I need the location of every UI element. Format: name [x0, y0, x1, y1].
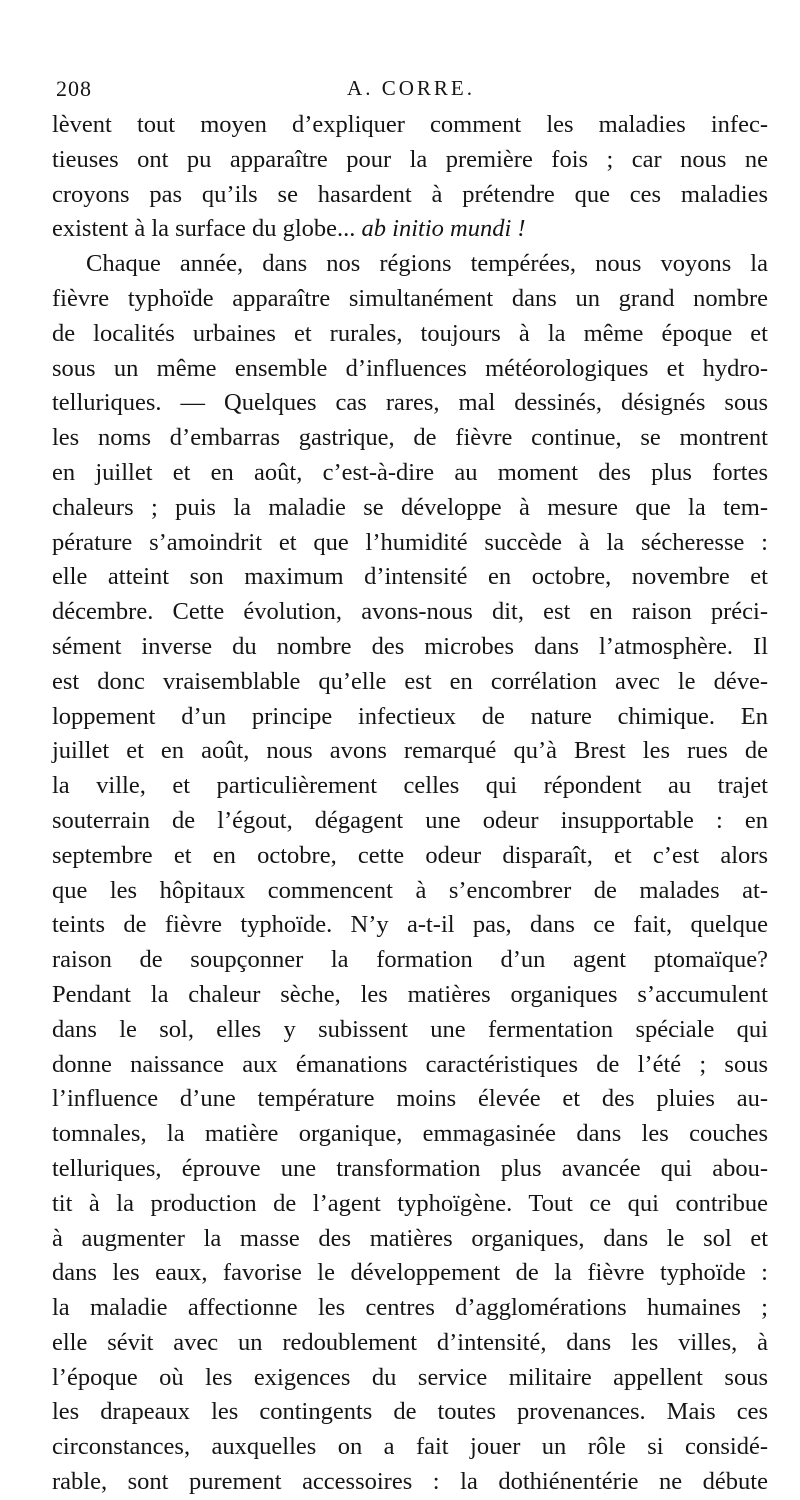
text-line: à augmenter la masse des matières organiques, dans le sol et: [52, 1224, 768, 1252]
text-line: donne naissance aux émanations caractéristiques de l’été ; sous: [52, 1050, 768, 1078]
latin-phrase: ab initio mundi !: [361, 215, 526, 243]
page-header: [56, 76, 766, 106]
text-line: [52, 212, 768, 247]
text-line: elle atteint son maximum d’intensité en octobre, novembre et: [52, 563, 768, 591]
text-line: la ville, et particulièrement celles qui répondent au trajet: [52, 772, 768, 800]
text-line: la maladie affectionne les centres d’agglomérations humaines ;: [52, 1294, 768, 1322]
text-line: dans le sol, elles y subissent une fermentation spéciale qui: [52, 1015, 768, 1043]
text-line: de localités urbaines et rurales, toujours à la même époque et: [52, 319, 768, 347]
text-line: telluriques. — Quelques cas rares, mal dessinés, désignés sous: [52, 389, 768, 417]
text-line: lèvent tout moyen d’expliquer comment les maladies infec-: [52, 111, 768, 138]
text-line: est donc vraisemblable qu’elle est en corrélation avec le déve-: [52, 667, 768, 695]
text-line: croyons pas qu’ils se hasardent à prétendre que ces maladies: [52, 180, 768, 208]
text-line: chaleurs ; puis la maladie se développe à mesure que la tem-: [52, 493, 768, 521]
text-line: sous un même ensemble d’influences météorologiques et hydro-: [52, 354, 768, 382]
body-text: [52, 108, 768, 1500]
text-line: tomnales, la matière organique, emmagasinée dans les couches: [52, 1120, 768, 1148]
text-line: l’influence d’une température moins élevée et des pluies au-: [52, 1085, 768, 1113]
text-line: Pendant la chaleur sèche, les matières organiques s’accumulent: [52, 980, 768, 1008]
text-line: sément inverse du nombre des microbes dans l’atmosphère. Il: [52, 632, 768, 660]
text-line: teints de fièvre typhoïde. N’y a-t-il pas, dans ce fait, quelque: [52, 911, 768, 939]
text-line: loppement d’un principe infectieux de nature chimique. En: [52, 702, 768, 730]
text-line: dans les eaux, favorise le développement de la fièvre typhoïde :: [52, 1259, 768, 1287]
text-line: fièvre typhoïde apparaître simultanément dans un grand nombre: [52, 284, 768, 312]
text-line: septembre et en octobre, cette odeur disparaît, et c’est alors: [52, 841, 768, 869]
text-line: Chaque année, dans nos régions tempérées, nous voyons la: [86, 250, 768, 278]
page-number: 208: [56, 76, 92, 101]
running-head: A. CORRE.: [347, 76, 475, 100]
text-run: existent à la surface du globe...: [52, 215, 362, 243]
text-line: les noms d’embarras gastrique, de fièvre continue, se montrent: [52, 424, 768, 452]
text-line: l’époque où les exigences du service militaire appellent sous: [52, 1363, 768, 1391]
text-line: pérature s’amoindrit et que l’humidité succède à la sécheresse :: [52, 528, 768, 556]
text-line: circonstances, auxquelles on a fait jouer un rôle si considé-: [52, 1433, 768, 1461]
text-line: en juillet et en août, c’est-à-dire au moment des plus fortes: [52, 458, 768, 486]
text-line: les drapeaux les contingents de toutes provenances. Mais ces: [52, 1398, 768, 1426]
text-line: telluriques, éprouve une transformation plus avancée qui abou-: [52, 1154, 768, 1182]
text-line: elle sévit avec un redoublement d’intensité, dans les villes, à: [52, 1328, 768, 1356]
text-line: raison de soupçonner la formation d’un agent ptomaïque?: [52, 946, 768, 974]
text-line: rable, sont purement accessoires : la dothiénentérie ne débute: [52, 1468, 768, 1496]
text-line: tieuses ont pu apparaître pour la première fois ; car nous ne: [52, 145, 768, 173]
text-line: que les hôpitaux commencent à s’encombrer de malades at-: [52, 876, 768, 904]
text-line: décembre. Cette évolution, avons-nous dit, est en raison préci-: [52, 598, 768, 626]
text-line: souterrain de l’égout, dégagent une odeur insupportable : en: [52, 806, 768, 834]
text-line: juillet et en août, nous avons remarqué qu’à Brest les rues de: [52, 737, 768, 765]
text-line: tit à la production de l’agent typhoïgène. Tout ce qui contribue: [52, 1189, 768, 1217]
